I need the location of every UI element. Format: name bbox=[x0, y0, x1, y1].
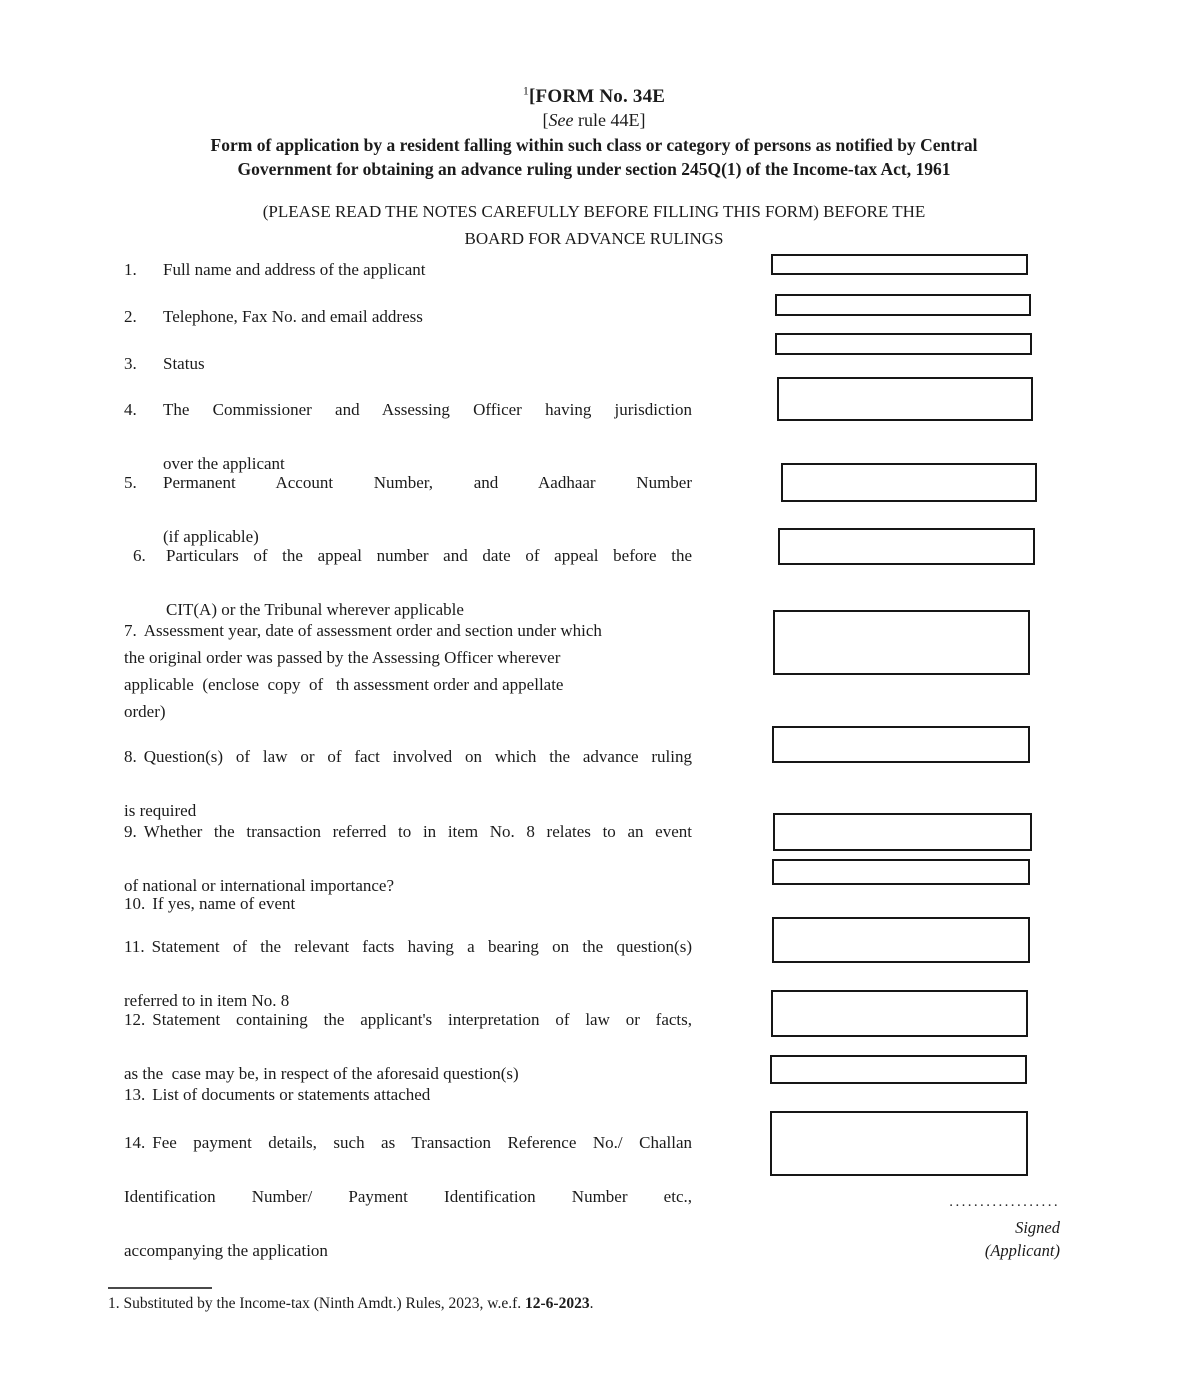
item-text: accompanying the application bbox=[124, 1241, 328, 1260]
item-text: applicable (enclose copy of th assessment order and appellate bbox=[124, 675, 564, 694]
item-number: 10. bbox=[124, 894, 146, 913]
item-text: of national or international importance? bbox=[124, 876, 395, 895]
item-text: 10. If yes, name of event bbox=[124, 894, 296, 913]
form-description-line-1: Form of application by a resident falling within such class or category of persons as notified by Central bbox=[210, 135, 978, 155]
item-text: Permanent Account Number, and Aadhaar Number bbox=[163, 473, 692, 492]
item-text: is required bbox=[124, 801, 197, 820]
item-6-input-box[interactable] bbox=[778, 528, 1035, 565]
rule-see: See bbox=[548, 110, 574, 130]
item-5-input-box[interactable] bbox=[781, 463, 1037, 502]
item-text: 11. Statement of the relevant facts having a bearing on the question(s) bbox=[124, 937, 692, 956]
signed-label: Signed bbox=[1015, 1218, 1060, 1237]
item-14-input-box[interactable] bbox=[770, 1111, 1028, 1176]
item-4-input-box[interactable] bbox=[777, 377, 1033, 421]
form-item-5 bbox=[124, 469, 692, 550]
footnote-reference-mark: 1 bbox=[522, 83, 530, 98]
rule-bracket: [ bbox=[542, 110, 549, 130]
item-8-input-box[interactable] bbox=[772, 726, 1030, 763]
item-number: 9. bbox=[124, 822, 137, 841]
item-text: referred to in item No. 8 bbox=[124, 991, 290, 1010]
form-item-4 bbox=[124, 396, 692, 477]
item-number: 13. bbox=[124, 1085, 146, 1104]
item-text: Particulars of the appeal number and date of appeal before the bbox=[166, 546, 692, 565]
filing-notice-line-2: BOARD FOR ADVANCE RULINGS bbox=[464, 229, 724, 248]
form-item-12 bbox=[124, 1006, 692, 1087]
form-item-6 bbox=[124, 542, 692, 623]
item-text: the original order was passed by the Assessing Officer wherever bbox=[124, 648, 561, 667]
item-text: (if applicable) bbox=[163, 527, 259, 546]
item-text: over the applicant bbox=[163, 454, 285, 473]
rule-reference bbox=[0, 110, 1188, 131]
item-number: 2. bbox=[124, 307, 137, 326]
item-number: 7. bbox=[124, 621, 137, 640]
item-number: 6. bbox=[133, 546, 146, 565]
footnote-rule bbox=[108, 1287, 212, 1289]
item-number: 4. bbox=[124, 400, 137, 419]
item-text: CIT(A) or the Tribunal wherever applicable bbox=[166, 600, 464, 619]
item-text: 13. List of documents or statements attached bbox=[124, 1085, 431, 1104]
item-1-input-box[interactable] bbox=[771, 254, 1028, 275]
item-text: The Commissioner and Assessing Officer having jurisdiction bbox=[163, 400, 692, 419]
item-text: 7. Assessment year, date of assessment order and section under which bbox=[124, 621, 602, 640]
item-text: order) bbox=[124, 702, 166, 721]
item-text: 12. Statement containing the applicant's interpretation of law or facts, bbox=[124, 1010, 692, 1029]
item-2-input-box[interactable] bbox=[775, 294, 1031, 316]
item-10-input-box[interactable] bbox=[772, 859, 1030, 885]
item-12-input-box[interactable] bbox=[771, 990, 1028, 1037]
form-item-7 bbox=[124, 617, 692, 725]
item-number: 3. bbox=[124, 354, 137, 373]
form-item-9 bbox=[124, 818, 692, 899]
form-item-8 bbox=[124, 743, 692, 824]
form-item-13 bbox=[124, 1081, 692, 1108]
item-9-input-box[interactable] bbox=[773, 813, 1032, 851]
form-item-3 bbox=[124, 350, 692, 377]
item-number: 12. bbox=[124, 1010, 146, 1029]
form-item-14 bbox=[124, 1129, 692, 1264]
item-text: Full name and address of the applicant bbox=[163, 260, 426, 279]
footnote-date: 12-6-2023 bbox=[525, 1295, 590, 1312]
rule-text: rule 44E] bbox=[573, 110, 646, 130]
item-text: as the case may be, in respect of the aforesaid question(s) bbox=[124, 1064, 519, 1083]
item-text: 14. Fee payment details, such as Transaction Reference No./ Challan bbox=[124, 1133, 692, 1152]
item-number: 8. bbox=[124, 747, 137, 766]
item-13-input-box[interactable] bbox=[770, 1055, 1027, 1084]
footnote-number: 1. bbox=[108, 1295, 120, 1312]
item-number: 5. bbox=[124, 473, 137, 492]
item-text: 9. Whether the transaction referred to in item No. 8 relates to an event bbox=[124, 822, 692, 841]
item-11-input-box[interactable] bbox=[772, 917, 1030, 963]
item-text: Telephone, Fax No. and email address bbox=[163, 307, 423, 326]
form-number-text: [FORM No. 34E bbox=[529, 86, 666, 107]
form-item-11 bbox=[124, 933, 692, 1014]
form-number-title bbox=[0, 83, 1188, 108]
item-7-input-box[interactable] bbox=[773, 610, 1030, 675]
item-3-input-box[interactable] bbox=[775, 333, 1032, 355]
item-text: 8. Question(s) of law or of fact involved on which the advance ruling bbox=[124, 747, 692, 766]
item-number: 11. bbox=[124, 937, 145, 956]
item-text: Status bbox=[163, 354, 205, 373]
item-text: Identification Number/ Payment Identification Number etc., bbox=[124, 1187, 692, 1206]
item-number: 14. bbox=[124, 1133, 146, 1152]
form-description-line-2: Government for obtaining an advance ruling under section 245Q(1) of the Income-tax Act, 1961 bbox=[237, 159, 951, 179]
filing-notice-line-1: (PLEASE READ THE NOTES CAREFULLY BEFORE FILLING THIS FORM) BEFORE THE bbox=[262, 202, 926, 221]
signature-dots: .................. bbox=[949, 1194, 1060, 1210]
form-item-2 bbox=[124, 303, 692, 330]
applicant-label: (Applicant) bbox=[984, 1241, 1060, 1260]
form-item-10 bbox=[124, 890, 692, 917]
form-item-1 bbox=[124, 256, 692, 283]
item-number: 1. bbox=[124, 260, 137, 279]
footnote-text: 1. Substituted by the Income-tax (Ninth Amdt.) Rules, 2023, w.e.f. 12-6-2023. bbox=[108, 1295, 594, 1312]
